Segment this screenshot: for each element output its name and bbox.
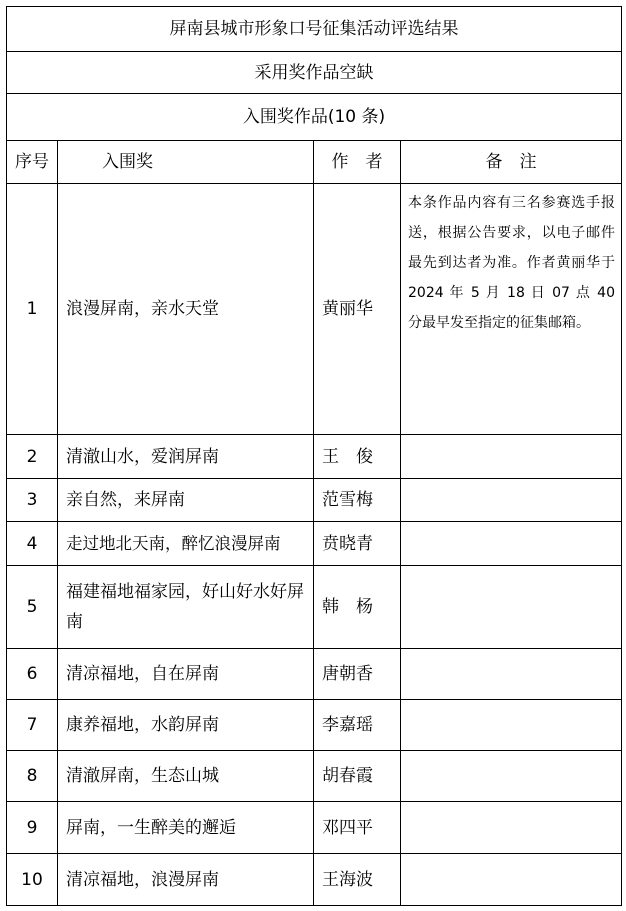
row-7-remark bbox=[401, 700, 622, 751]
row-6-remark bbox=[401, 649, 622, 700]
row-9-author: 邓四平 bbox=[314, 802, 401, 854]
row-8-remark bbox=[401, 751, 622, 802]
results-table bbox=[6, 6, 622, 906]
row-9-work: 屏南，一生醉美的邂逅 bbox=[58, 802, 314, 854]
row-5-author: 韩 杨 bbox=[314, 566, 401, 649]
row-2-author: 王 俊 bbox=[314, 435, 401, 479]
row-4-remark bbox=[401, 522, 622, 566]
column-header-no: 序号 bbox=[7, 141, 58, 184]
row-7-work: 康养福地，水韵屏南 bbox=[58, 700, 314, 751]
document-title: 屏南县城市形象口号征集活动评选结果 bbox=[7, 7, 622, 52]
row-7-author: 李嘉瑶 bbox=[314, 700, 401, 751]
finalist-section-heading: 入围奖作品(10 条) bbox=[7, 94, 622, 141]
row-9-no: 9 bbox=[7, 802, 58, 854]
row-9-remark bbox=[401, 802, 622, 854]
column-header-work: 入围奖 bbox=[58, 141, 314, 184]
row-10-no: 10 bbox=[7, 854, 58, 906]
row-6-work: 清凉福地，自在屏南 bbox=[58, 649, 314, 700]
row-5-no: 5 bbox=[7, 566, 58, 649]
row-8-author: 胡春霞 bbox=[314, 751, 401, 802]
row-6-author: 唐朝香 bbox=[314, 649, 401, 700]
row-3-remark bbox=[401, 479, 622, 522]
adopted-award-row: 采用奖作品空缺 bbox=[7, 52, 622, 94]
row-8-work: 清澈屏南，生态山城 bbox=[58, 751, 314, 802]
row-1-remark: 本条作品内容有三名参赛选手报送，根据公告要求，以电子邮件最先到达者为准。作者黄丽华于 2024 年 5 月 18 日 07 点 40 分最早发至指定的征集邮箱。 bbox=[401, 184, 622, 435]
row-1-no: 1 bbox=[7, 184, 58, 435]
row-10-remark bbox=[401, 854, 622, 906]
row-3-no: 3 bbox=[7, 479, 58, 522]
row-2-no: 2 bbox=[7, 435, 58, 479]
row-1-work: 浪漫屏南，亲水天堂 bbox=[58, 184, 314, 435]
row-3-author: 范雪梅 bbox=[314, 479, 401, 522]
row-1-author: 黄丽华 bbox=[314, 184, 401, 435]
row-10-work: 清凉福地，浪漫屏南 bbox=[58, 854, 314, 906]
row-4-no: 4 bbox=[7, 522, 58, 566]
row-3-work: 亲自然，来屏南 bbox=[58, 479, 314, 522]
row-4-author: 贲晓青 bbox=[314, 522, 401, 566]
row-4-work: 走过地北天南，醉忆浪漫屏南 bbox=[58, 522, 314, 566]
row-2-remark bbox=[401, 435, 622, 479]
row-2-work: 清澈山水，爱润屏南 bbox=[58, 435, 314, 479]
row-7-no: 7 bbox=[7, 700, 58, 751]
row-5-remark bbox=[401, 566, 622, 649]
row-8-no: 8 bbox=[7, 751, 58, 802]
column-header-author: 作 者 bbox=[314, 141, 401, 184]
row-10-author: 王海波 bbox=[314, 854, 401, 906]
column-header-remark: 备 注 bbox=[401, 141, 622, 184]
row-5-work: 福建福地福家园，好山好水好屏南 bbox=[58, 566, 314, 649]
row-6-no: 6 bbox=[7, 649, 58, 700]
